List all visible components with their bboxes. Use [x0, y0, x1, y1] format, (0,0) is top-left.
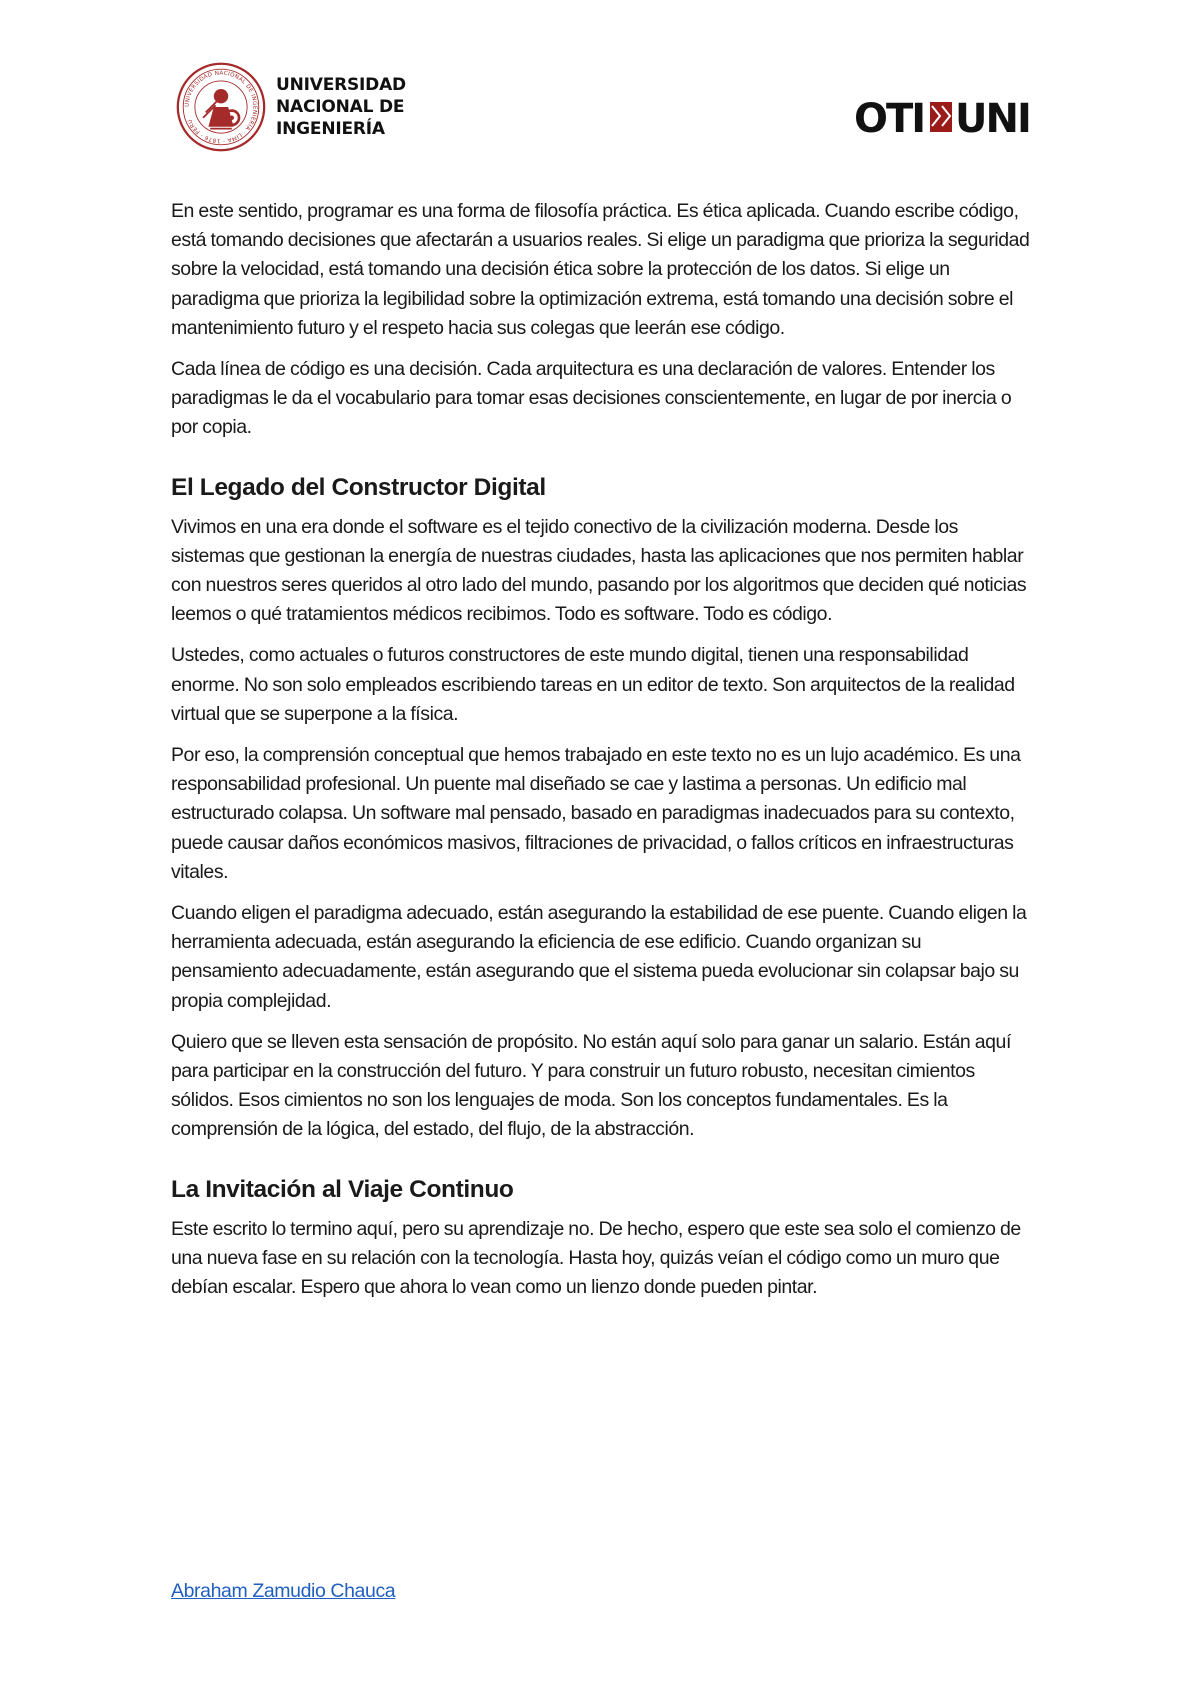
author-link[interactable]: Abraham Zamudio Chauca	[171, 1580, 396, 1602]
university-seal-icon	[176, 62, 266, 152]
paragraph: Cuando eligen el paradigma adecuado, están asegurando la estabilidad de ese puente. Cuando eligen la herramienta adecuada, están asegurando la eficiencia de ese edificio. Cuando organizan su pensamiento adecuadamente, están asegurando que el sistema pueda evolucionar sin colapsar bajo su propia complejidad.	[171, 902, 1027, 1012]
uni-text: UNI	[955, 96, 1030, 138]
paragraph: Este escrito lo termino aquí, pero su aprendizaje no. De hecho, espero que este sea solo el comienzo de una nueva fase en su relación con la tecnología. Hasta hoy, quizás veían el código como un muro que debían escalar. Espero que ahora lo vean como un lienzo donde pueden pintar.	[171, 1217, 1021, 1299]
university-name-line-2: NACIONAL DE	[276, 97, 405, 117]
oti-text: OTI	[854, 96, 925, 138]
paragraph: Quiero que se lleven esta sensación de propósito. No están aquí solo para ganar un salario. Están aquí para participar en la construcción del futuro. Y para construir un futuro robusto, necesitan cimientos sólidos. Esos cimientos no son los lenguajes de moda. Son los conceptos fundamentales. Es la comprensión de la lógica, del estado, del flujo, de la abstracción.	[171, 1030, 1011, 1141]
paragraph: Por eso, la comprensión conceptual que hemos trabajado en este texto no es un lujo académico. Es una responsabilidad profesional. Un puente mal diseñado se cae y lastima a personas. Un edificio mal estructurado colapsa. Un software mal pensado, basado en paradigmas inadecuados para su contexto, puede causar daños económicos masivos, filtraciones de privacidad, o fallos críticos en infraestructuras vitales.	[171, 744, 1021, 883]
university-logo	[176, 62, 406, 152]
university-name-line-1: UNIVERSIDAD	[276, 75, 406, 95]
paragraph: Ustedes, como actuales o futuros constructores de este mundo digital, tienen una responsabilidad enorme. No son solo empleados escribiendo tareas en un editor de texto. Son arquitectos de la realidad virtual que se superpone a la física.	[171, 644, 1015, 725]
paragraph: En este sentido, programar es una forma de filosofía práctica. Es ética aplicada. Cuando escribe código, está tomando decisiones que afectarán a usuarios reales. Si elige un paradigma que prioriza la seguridad sobre la velocidad, está tomando una decisión ética sobre la protección de los datos. Si elige un paradigma que prioriza la legibilidad sobre la optimización extrema, está tomando una decisión sobre el mantenimiento futuro y el respeto hacia sus colegas que leerán ese código.	[171, 200, 1030, 339]
oti-uni-logo-icon	[854, 96, 1034, 138]
paragraph: Vivimos en una era donde el software es el tejido conectivo de la civilización moderna. Desde los sistemas que gestionan la energía de nuestras ciudades, hasta las aplicaciones que nos permiten hablar con nuestros seres queridos al otro lado del mundo, pasando por los algoritmos que deciden qué noticias leemos o qué tratamientos médicos recibimos. Todo es software. Todo es código.	[171, 515, 1027, 626]
section-heading-legado: El Legado del Constructor Digital	[171, 473, 546, 501]
university-name-line-3: INGENIERÍA	[276, 119, 385, 139]
paragraph: Cada línea de código es una decisión. Cada arquitectura es una declaración de valores. Entender los paradigmas le da el vocabulario para tomar esas decisiones conscientemente, en lugar de por inercia o por copia.	[171, 358, 1012, 439]
section-heading-invitacion: La Invitación al Viaje Continuo	[171, 1175, 514, 1203]
page-header	[0, 0, 1192, 170]
university-name	[276, 74, 406, 140]
seal-text: UNIVERSIDAD NACIONAL DE INGENIERIA · LIMA · 1876 · PERU	[184, 70, 258, 144]
document-body	[171, 197, 1031, 1314]
